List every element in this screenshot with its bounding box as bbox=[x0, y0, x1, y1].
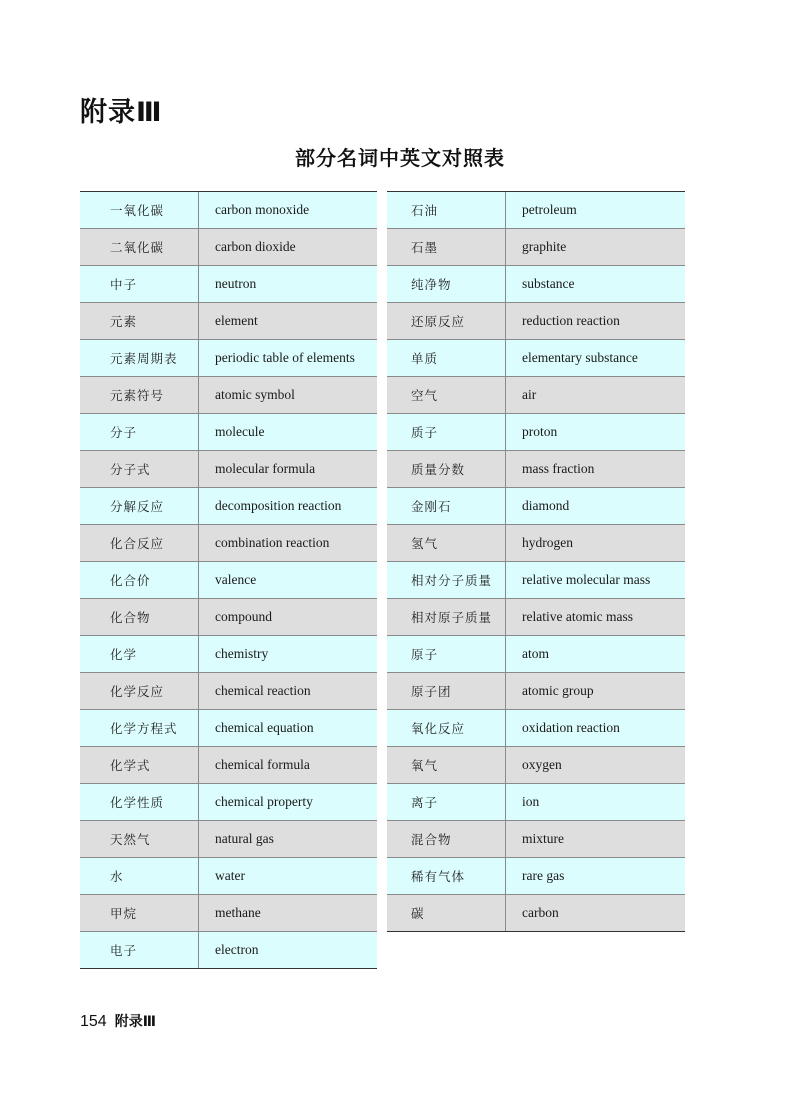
table-row bbox=[387, 192, 685, 229]
chinese-term: 化合反应 bbox=[80, 525, 199, 561]
table-row bbox=[387, 340, 685, 377]
table-row bbox=[80, 747, 377, 784]
chinese-term: 氧化反应 bbox=[387, 710, 506, 746]
chinese-term: 离子 bbox=[387, 784, 506, 820]
english-term: diamond bbox=[522, 498, 570, 513]
english-term: relative atomic mass bbox=[522, 609, 633, 624]
english-term: rare gas bbox=[522, 868, 565, 883]
table-row bbox=[387, 673, 685, 710]
table-row bbox=[387, 525, 685, 562]
chinese-term: 原子团 bbox=[387, 673, 506, 709]
table-row bbox=[80, 636, 377, 673]
english-term: chemical equation bbox=[215, 720, 314, 735]
chinese-term: 分子 bbox=[80, 414, 199, 450]
english-term: decomposition reaction bbox=[215, 498, 342, 513]
chinese-term: 混合物 bbox=[387, 821, 506, 857]
table-row bbox=[387, 377, 685, 414]
english-term: chemical formula bbox=[215, 757, 310, 772]
table-row bbox=[80, 858, 377, 895]
english-term: air bbox=[522, 387, 537, 402]
table-row bbox=[387, 303, 685, 340]
table-row bbox=[80, 525, 377, 562]
english-term: carbon monoxide bbox=[215, 202, 310, 217]
chinese-term: 氧气 bbox=[387, 747, 506, 783]
english-term: compound bbox=[215, 609, 272, 624]
english-term: relative molecular mass bbox=[522, 572, 651, 587]
english-term: element bbox=[215, 313, 258, 328]
table-row bbox=[80, 266, 377, 303]
glossary-table-left bbox=[80, 191, 377, 969]
chinese-term: 元素周期表 bbox=[80, 340, 199, 376]
english-term: combination reaction bbox=[215, 535, 330, 550]
table-title: 部分名词中英文对照表 bbox=[295, 146, 505, 170]
chinese-term: 原子 bbox=[387, 636, 506, 672]
chinese-term: 天然气 bbox=[80, 821, 199, 857]
english-term: periodic table of elements bbox=[215, 350, 355, 365]
table-row bbox=[387, 229, 685, 266]
chinese-term: 石墨 bbox=[387, 229, 506, 265]
table-row bbox=[387, 451, 685, 488]
table-row bbox=[387, 636, 685, 673]
chinese-term: 元素符号 bbox=[80, 377, 199, 413]
chinese-term: 稀有气体 bbox=[387, 858, 506, 894]
chinese-term: 二氧化碳 bbox=[80, 229, 199, 265]
english-term: substance bbox=[522, 276, 575, 291]
table-row bbox=[387, 488, 685, 525]
table-row bbox=[80, 414, 377, 451]
english-term: chemical property bbox=[215, 794, 313, 809]
english-term: petroleum bbox=[522, 202, 577, 217]
english-term: molecular formula bbox=[215, 461, 316, 476]
table-row bbox=[80, 377, 377, 414]
english-term: chemistry bbox=[215, 646, 269, 661]
english-term: atom bbox=[522, 646, 549, 661]
table-row bbox=[80, 784, 377, 821]
chinese-term: 化学 bbox=[80, 636, 199, 672]
chinese-term: 相对原子质量 bbox=[387, 599, 506, 635]
english-term: electron bbox=[215, 942, 259, 957]
chinese-term: 氢气 bbox=[387, 525, 506, 561]
chinese-term: 化学性质 bbox=[80, 784, 199, 820]
chinese-term: 化学式 bbox=[80, 747, 199, 783]
table-row bbox=[80, 673, 377, 710]
chinese-term: 纯净物 bbox=[387, 266, 506, 302]
english-term: hydrogen bbox=[522, 535, 573, 550]
english-term: mixture bbox=[522, 831, 564, 846]
english-term: mass fraction bbox=[522, 461, 595, 476]
english-term: atomic symbol bbox=[215, 387, 295, 402]
chinese-term: 甲烷 bbox=[80, 895, 199, 931]
table-row bbox=[80, 895, 377, 932]
table-row bbox=[80, 303, 377, 340]
english-term: atomic group bbox=[522, 683, 594, 698]
page-footer bbox=[80, 1011, 156, 1031]
glossary-table-right bbox=[387, 191, 685, 932]
chinese-term: 电子 bbox=[80, 932, 199, 968]
chinese-term: 化合物 bbox=[80, 599, 199, 635]
english-term: reduction reaction bbox=[522, 313, 620, 328]
table-row bbox=[80, 562, 377, 599]
table-row bbox=[387, 599, 685, 636]
chinese-term: 还原反应 bbox=[387, 303, 506, 339]
english-term: graphite bbox=[522, 239, 567, 254]
chinese-term: 石油 bbox=[387, 192, 506, 228]
chinese-term: 化合价 bbox=[80, 562, 199, 598]
table-row bbox=[387, 266, 685, 303]
footer-label: 附录Ⅲ bbox=[114, 1014, 156, 1030]
chinese-term: 金刚石 bbox=[387, 488, 506, 524]
chinese-term: 水 bbox=[80, 858, 199, 894]
table-row bbox=[387, 895, 685, 932]
english-term: molecule bbox=[215, 424, 265, 439]
english-term: natural gas bbox=[215, 831, 274, 846]
chinese-term: 元素 bbox=[80, 303, 199, 339]
chinese-term: 单质 bbox=[387, 340, 506, 376]
chinese-term: 中子 bbox=[80, 266, 199, 302]
chinese-term: 化学方程式 bbox=[80, 710, 199, 746]
table-row bbox=[80, 599, 377, 636]
english-term: water bbox=[215, 868, 245, 883]
english-term: methane bbox=[215, 905, 261, 920]
table-row bbox=[80, 192, 377, 229]
english-term: carbon bbox=[522, 905, 559, 920]
table-row bbox=[387, 858, 685, 895]
english-term: carbon dioxide bbox=[215, 239, 296, 254]
appendix-heading: 附录Ⅲ bbox=[80, 97, 163, 128]
english-term: neutron bbox=[215, 276, 257, 291]
chinese-term: 一氧化碳 bbox=[80, 192, 199, 228]
english-term: ion bbox=[522, 794, 540, 809]
table-row bbox=[387, 821, 685, 858]
table-row bbox=[387, 747, 685, 784]
table-row bbox=[80, 229, 377, 266]
table-row bbox=[387, 710, 685, 747]
english-term: elementary substance bbox=[522, 350, 638, 365]
chinese-term: 分子式 bbox=[80, 451, 199, 487]
table-row bbox=[80, 710, 377, 747]
chinese-term: 化学反应 bbox=[80, 673, 199, 709]
chinese-term: 空气 bbox=[387, 377, 506, 413]
chinese-term: 质子 bbox=[387, 414, 506, 450]
table-row bbox=[387, 414, 685, 451]
chinese-term: 碳 bbox=[387, 895, 506, 931]
chinese-term: 相对分子质量 bbox=[387, 562, 506, 598]
table-row bbox=[387, 784, 685, 821]
english-term: valence bbox=[215, 572, 257, 587]
table-row bbox=[80, 821, 377, 858]
english-term: oxygen bbox=[522, 757, 562, 772]
table-row bbox=[80, 488, 377, 525]
chinese-term: 质量分数 bbox=[387, 451, 506, 487]
table-row bbox=[80, 451, 377, 488]
chinese-term: 分解反应 bbox=[80, 488, 199, 524]
table-row bbox=[80, 932, 377, 969]
english-term: oxidation reaction bbox=[522, 720, 620, 735]
table-row bbox=[387, 562, 685, 599]
table-row bbox=[80, 340, 377, 377]
english-term: proton bbox=[522, 424, 558, 439]
page-number: 154 bbox=[80, 1013, 107, 1030]
english-term: chemical reaction bbox=[215, 683, 311, 698]
